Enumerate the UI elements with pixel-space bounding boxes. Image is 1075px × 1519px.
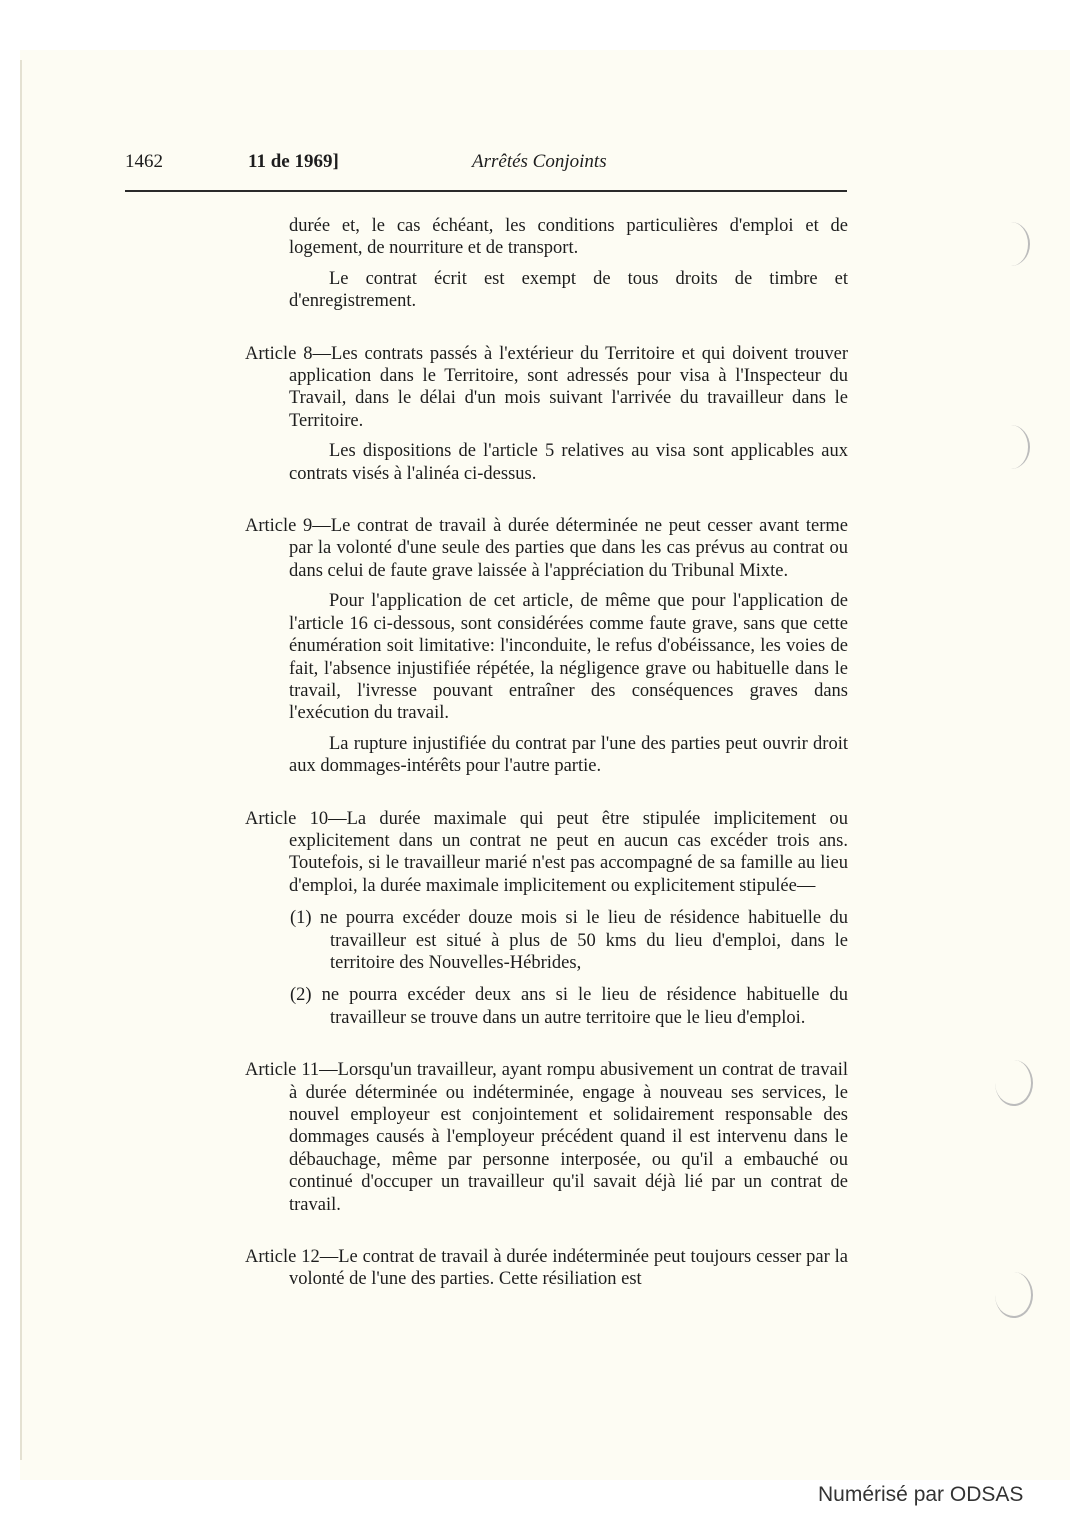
- page-edge: [20, 60, 22, 1460]
- article-10: Article 10—La durée maximale qui peut être stipulée implicitement ou explicitement dans un contrat ne peut en aucun cas excéder trois ans. Toutefois, si le travailleur marié n'est pas accompagné de sa famille au lieu d'emploi, la durée maximale implicitement ou explicitement stipulée—: [245, 808, 848, 896]
- punch-hole: [995, 1272, 1033, 1318]
- header-year: 11 de 1969]: [248, 151, 339, 172]
- punch-hole: [992, 425, 1030, 469]
- article-9: Article 9—Le contrat de travail à durée déterminée ne peut cesser avant terme par la volonté d'une seule des parties que dans les cas prévus au contrat ou dans celui de faute grave laissée à l'appréciation du Tribunal Mixte.: [245, 516, 848, 581]
- article-11: Article 11—Lorsqu'un travailleur, ayant rompu abusivement un contrat de travail à durée déterminée ou indéterminée, engage à nouveau ses services, le nouvel employeur est conjointement et solidairement responsable des dommages causés à l'employeur précédent quand il est intervenu dans le débauchage, même par personne interposée, ou qu'il a embauché ou continué d'occuper un travailleur qu'il savait déjà lié par un contrat de travail.: [245, 1060, 848, 1215]
- paragraph-continuation: durée et, le cas échéant, les conditions particulières d'emploi et de logement, de nourriture et de transport.: [289, 216, 848, 259]
- document-page: [20, 50, 1070, 1480]
- punch-hole: [992, 222, 1030, 266]
- header-title: Arrêtés Conjoints: [472, 151, 607, 172]
- paragraph: Pour l'application de cet article, de même que pour l'application de l'article 16 ci-dessous, sont considérées comme faute grave, sans que cette énumération soit limitative: l'inconduite, le refus d'obéissance, les voies de fait, l'absence injustifiée répétée, la négligence grave ou habituelle dans le travail, l'ivresse pouvant entraîner des conséquences graves dans l'exécution du travail.: [289, 591, 848, 724]
- header-rule: [125, 190, 847, 192]
- paragraph: La rupture injustifiée du contrat par l'une des parties peut ouvrir droit aux dommages-intérêts pour l'autre partie.: [289, 733, 848, 777]
- page-number: 1462: [125, 151, 163, 172]
- article-8: Article 8—Les contrats passés à l'extérieur du Territoire et qui doivent trouver application dans le Territoire, sont adressés pour visa à l'Inspecteur du Travail, dans le délai d'un mois suivant l'arrivée du travailleur dans le Territoire.: [245, 343, 848, 431]
- document-body: [245, 215, 848, 1291]
- article-12: Article 12—Le contrat de travail à durée indéterminée peut toujours cesser par la volonté de l'une des parties. Cette résiliation est: [245, 1247, 848, 1290]
- punch-hole: [995, 1060, 1033, 1106]
- digitized-by-footer: Numérisé par ODSAS: [818, 1483, 1024, 1506]
- list-item-2: (2) ne pourra excéder deux ans si le lieu de résidence habituelle du travailleur se trouve dans un autre territoire que le lieu d'emploi.: [290, 985, 848, 1028]
- paragraph: Le contrat écrit est exempt de tous droits de timbre et d'enregistrement.: [289, 268, 848, 312]
- paragraph: Les dispositions de l'article 5 relatives au visa sont applicables aux contrats visés à l'alinéa ci-dessus.: [289, 441, 848, 484]
- list-item-1: (1) ne pourra excéder douze mois si le lieu de résidence habituelle du travailleur est situé à plus de 50 kms du lieu d'emploi, dans le territoire des Nouvelles-Hébrides,: [290, 908, 848, 973]
